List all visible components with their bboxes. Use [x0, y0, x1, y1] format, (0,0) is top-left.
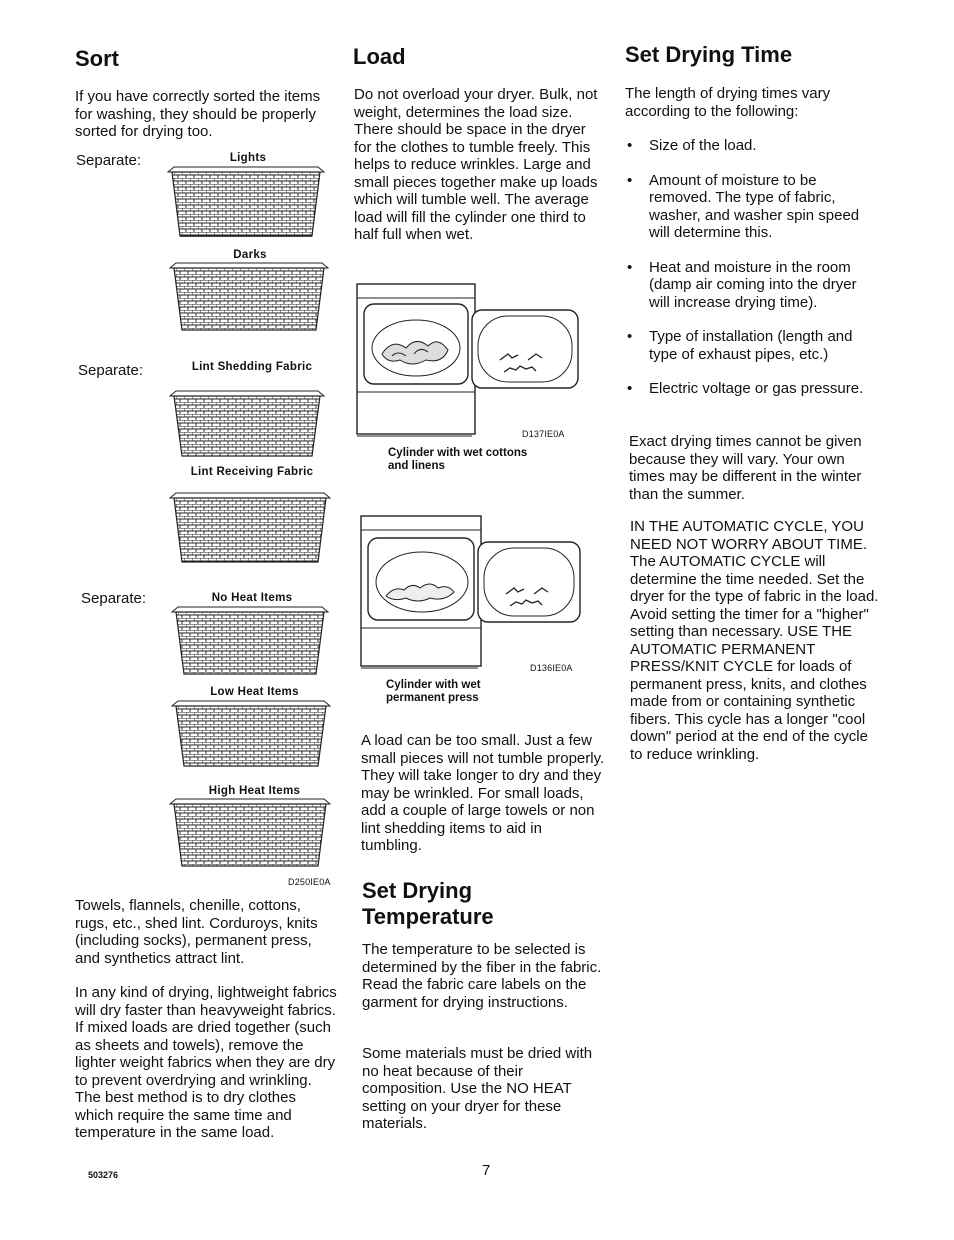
basket-caption-lights: Lights — [229, 152, 267, 164]
separate-label-3: Separate: — [81, 590, 147, 607]
basket-caption-darks: Darks — [233, 249, 267, 261]
sort-paragraph-weight: In any kind of drying, lightweight fabrics will dry faster than heavyweight fabrics. If mixed loads are dried together (such as sheets and towels), remove the lighter weight fabrics when they are dry to prevent overdrying and wrinkling. The best method is to dry clothes which require the same time and temperature in the same load. — [75, 984, 337, 1141]
temperature-paragraph-fiber: The temperature to be selected is determined by the fiber in the fabric. Read the fabric care labels on the garment for drying instructions. — [362, 941, 602, 1011]
separate-label-2: Separate: — [78, 362, 144, 379]
dryer-illustration-cottons — [352, 276, 584, 442]
fig1-caption: Cylinder with wet cottons and linens — [388, 447, 528, 472]
basket-caption-lint-shedding: Lint Shedding Fabric — [191, 361, 313, 373]
basket-caption-low-heat: Low Heat Items — [210, 686, 299, 698]
fig2-caption: Cylinder with wet permanent press — [386, 679, 481, 704]
sort-figure-code: D250IE0A — [288, 877, 331, 887]
time-paragraph-automatic: IN THE AUTOMATIC CYCLE, YOU NEED NOT WORRY ABOUT TIME. The AUTOMATIC CYCLE will determine the time needed. Set the dryer for the type of fabric in the load. Avoid setting the timer for a "higher" setting than necessary. USE THE AUTOMATIC PERMANENT PRESS/KNIT CYCLE for loads of permanent press, knits, and clothes made from or containing synthetic fibers. This cycle has a longer "cool down" period at the end of the cycle to reduce wrinkling. — [630, 518, 879, 763]
basket-no-heat-illustration — [170, 606, 330, 678]
basket-caption-no-heat: No Heat Items — [211, 592, 293, 604]
basket-lint-receiving-illustration — [168, 492, 332, 566]
page-number: 7 — [482, 1162, 491, 1179]
temperature-paragraph-no-heat: Some materials must be dried with no heat because of their composition. Use the NO HEAT setting on your dryer for these materials. — [362, 1045, 593, 1132]
sort-heading: Sort — [75, 46, 119, 71]
basket-darks-illustration — [168, 262, 330, 334]
list-item: • Type of installation (length and type of exhaust pipes, etc.) — [625, 328, 880, 363]
fig2-code: D136IE0A — [530, 663, 573, 673]
time-paragraph-exact: Exact drying times cannot be given because they will vary. Your own times may be different in the winter than the summer. — [629, 433, 862, 503]
time-intro: The length of drying times vary according to the following: — [625, 85, 831, 120]
list-item: • Amount of moisture to be removed. The type of fabric, washer, and washer spin speed will determine this. — [625, 172, 880, 242]
separate-label-1: Separate: — [76, 152, 142, 169]
temperature-heading: Set Drying Temperature — [362, 878, 494, 929]
list-item: • Heat and moisture in the room (damp air coming into the dryer will increase drying time). — [625, 259, 880, 312]
basket-caption-high-heat: High Heat Items — [208, 785, 301, 797]
time-heading: Set Drying Time — [625, 42, 793, 67]
basket-lights-illustration — [166, 166, 326, 240]
basket-lint-shedding-illustration — [168, 390, 326, 460]
basket-low-heat-illustration — [170, 700, 332, 770]
load-paragraph-small: A load can be too small. Just a few small pieces will not tumble properly. They will take longer to dry and they may be wrinkled. For small loads, add a couple of large towels or non lint shedding items to aid in tumbling. — [361, 732, 605, 854]
list-item: • Size of the load. — [625, 137, 880, 155]
list-item: • Electric voltage or gas pressure. — [625, 380, 880, 398]
basket-caption-lint-receiving: Lint Receiving Fabric — [190, 466, 314, 478]
fig1-code: D137IE0A — [522, 429, 565, 439]
load-heading: Load — [353, 44, 406, 69]
basket-high-heat-illustration — [168, 798, 332, 870]
load-paragraph-overload: Do not overload your dryer. Bulk, not weight, determines the load size. There should be space in the dryer for the clothes to tumble freely. This helps to reduce wrinkles. Large and small pieces together make up loads which will tumble well. The average load will fill the cylinder one third to half full when wet. — [354, 86, 598, 243]
sort-paragraph-lint: Towels, flannels, chenille, cottons, rugs, etc., shed lint. Corduroys, knits (including socks), permanent press, and synthetics attract lint. — [75, 897, 318, 967]
time-factor-list — [625, 137, 880, 398]
document-number: 503276 — [88, 1170, 119, 1180]
dryer-illustration-permanent-press — [356, 512, 588, 674]
sort-intro: If you have correctly sorted the items for washing, they should be properly sorted for drying too. — [75, 88, 321, 140]
